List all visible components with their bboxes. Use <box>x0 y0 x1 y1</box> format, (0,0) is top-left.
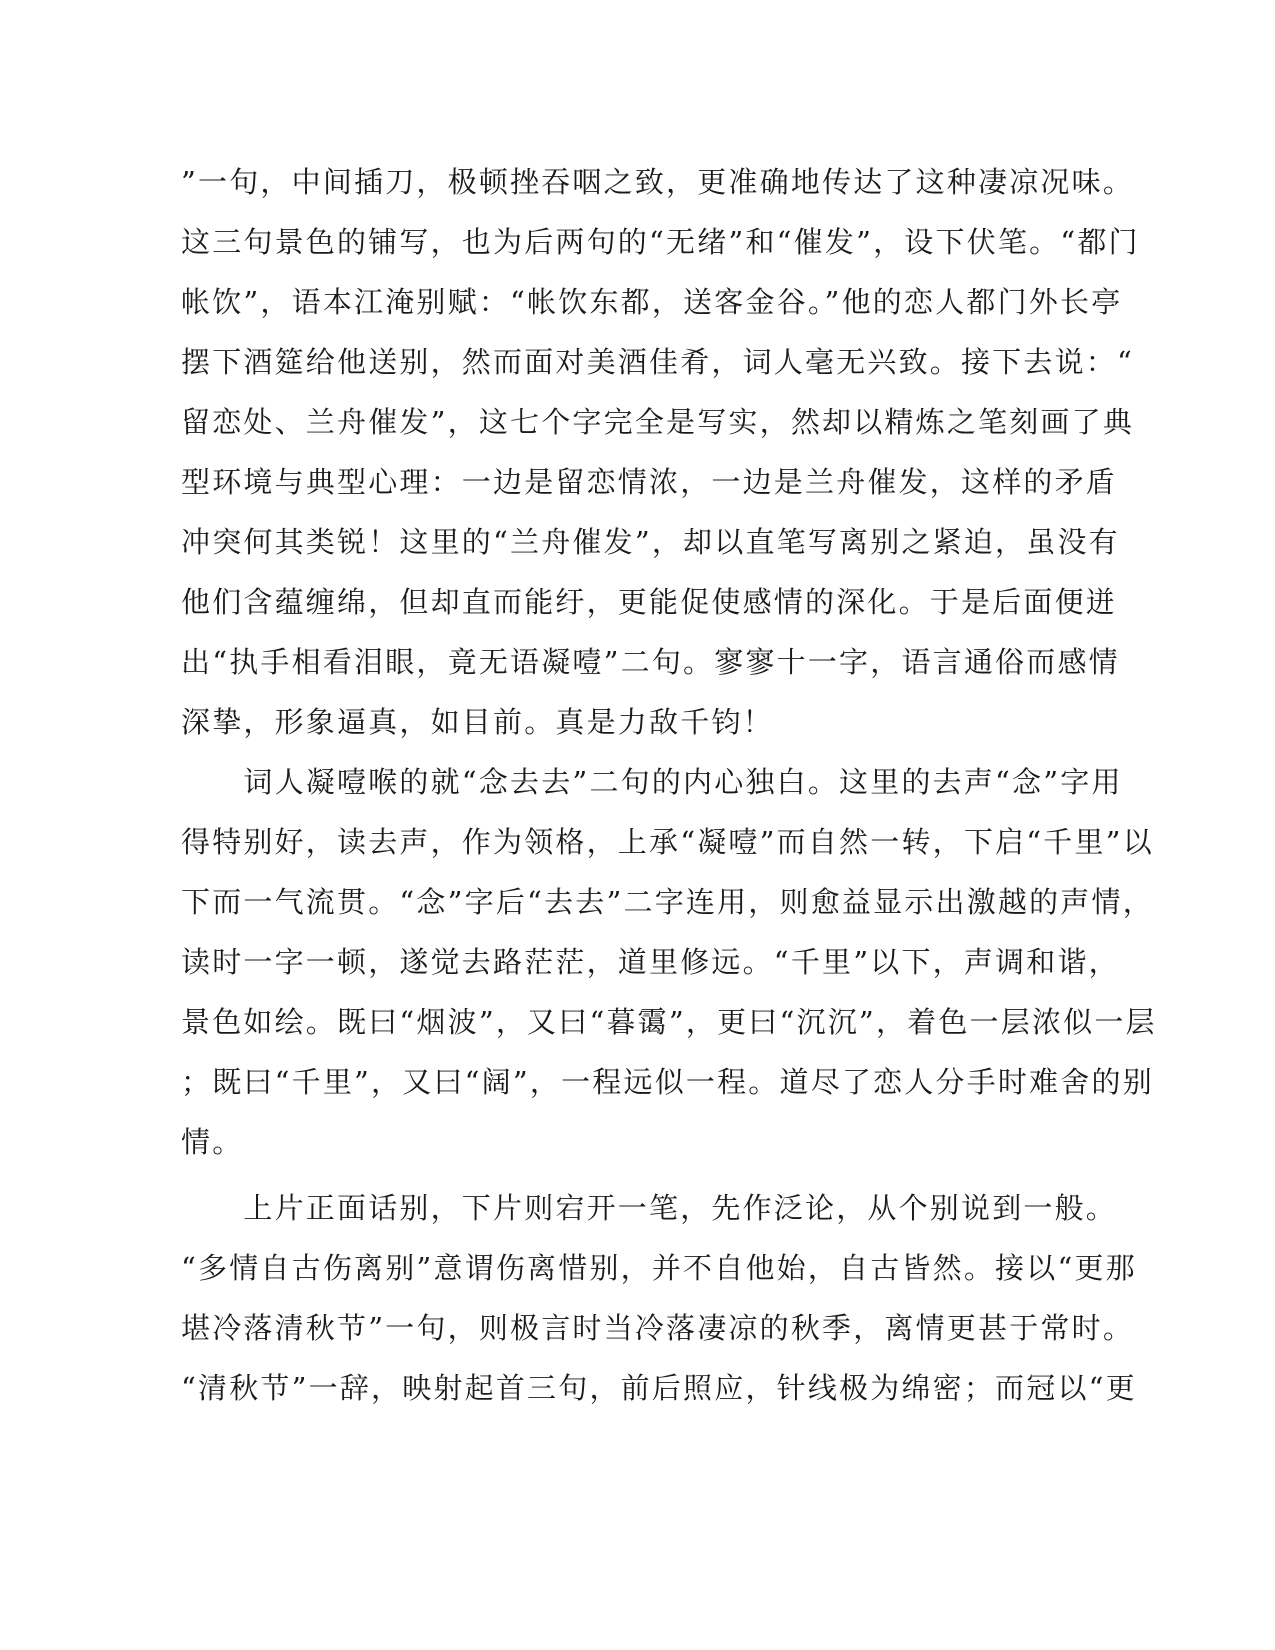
text-line: 上片正面话别，下片则宕开一笔，先作泛论，从个别说到一般。 <box>181 1191 1118 1225</box>
text-line: 帐饮”，语本江淹别赋：“帐饮东都，送客金谷。”他的恋人都门外长亭 <box>181 285 1123 319</box>
text-line: “多情自古伤离别”意谓伤离惜别，并不自他始，自古皆然。接以“更那 <box>181 1251 1137 1285</box>
text-line: “清秋节”一辞，映射起首三句，前后照应，针线极为绵密；而冠以“更 <box>181 1371 1137 1405</box>
text-line: ”一句，中间插刀，极顿挫吞咽之致，更准确地传达了这种凄凉况味。 <box>181 165 1135 199</box>
text-line: 他们含蕴缠绵，但却直而能纡，更能促使感情的深化。于是后面便迸 <box>181 585 1118 619</box>
text-line: 情。 <box>181 1125 244 1159</box>
text-line: 词人凝噎喉的就“念去去”二句的内心独白。这里的去声“念”字用 <box>181 765 1123 799</box>
text-line: 景色如绘。既曰“烟波”，又曰“暮霭”，更曰“沉沉”，着色一层浓似一层 <box>181 1005 1157 1039</box>
text-line: 堪冷落清秋节”一句，则极言时当冷落凄凉的秋季，离情更甚于常时。 <box>181 1311 1135 1345</box>
text-line: 留恋处、兰舟催发”，这七个字完全是写实，然却以精炼之笔刻画了典 <box>181 405 1135 439</box>
text-line: 下而一气流贯。“念”字后“去去”二字连用，则愈益显示出激越的声情， <box>181 885 1154 919</box>
text-line: 深挚，形象逼真，如目前。真是力敌千钧！ <box>181 705 774 739</box>
text-line: 型环境与典型心理：一边是留恋情浓，一边是兰舟催发，这样的矛盾 <box>181 465 1118 499</box>
text-line: ；既曰“千里”，又曰“阔”，一程远似一程。道尽了恋人分手时难舍的别 <box>181 1065 1154 1099</box>
body-text <box>181 152 1157 1418</box>
text-line: 得特别好，读去声，作为领格，上承“凝噎”而自然一转，下启“千里”以 <box>181 825 1154 859</box>
text-line: 冲突何其类锐！这里的“兰舟催发”，却以直笔写离别之紧迫，虽没有 <box>181 525 1120 559</box>
text-line: 出“执手相看泪眼，竟无语凝噎”二句。寥寥十一字，语言通俗而感情 <box>181 645 1120 679</box>
text-line: 摆下酒筵给他送别，然而面对美酒佳肴，词人毫无兴致。接下去说：“ <box>181 345 1135 379</box>
text-line: 读时一字一顿，遂觉去路茫茫，道里修远。“千里”以下，声调和谐， <box>181 945 1120 979</box>
text-line: 这三句景色的铺写，也为后两句的“无绪”和“催发”，设下伏笔。“都门 <box>181 225 1140 259</box>
